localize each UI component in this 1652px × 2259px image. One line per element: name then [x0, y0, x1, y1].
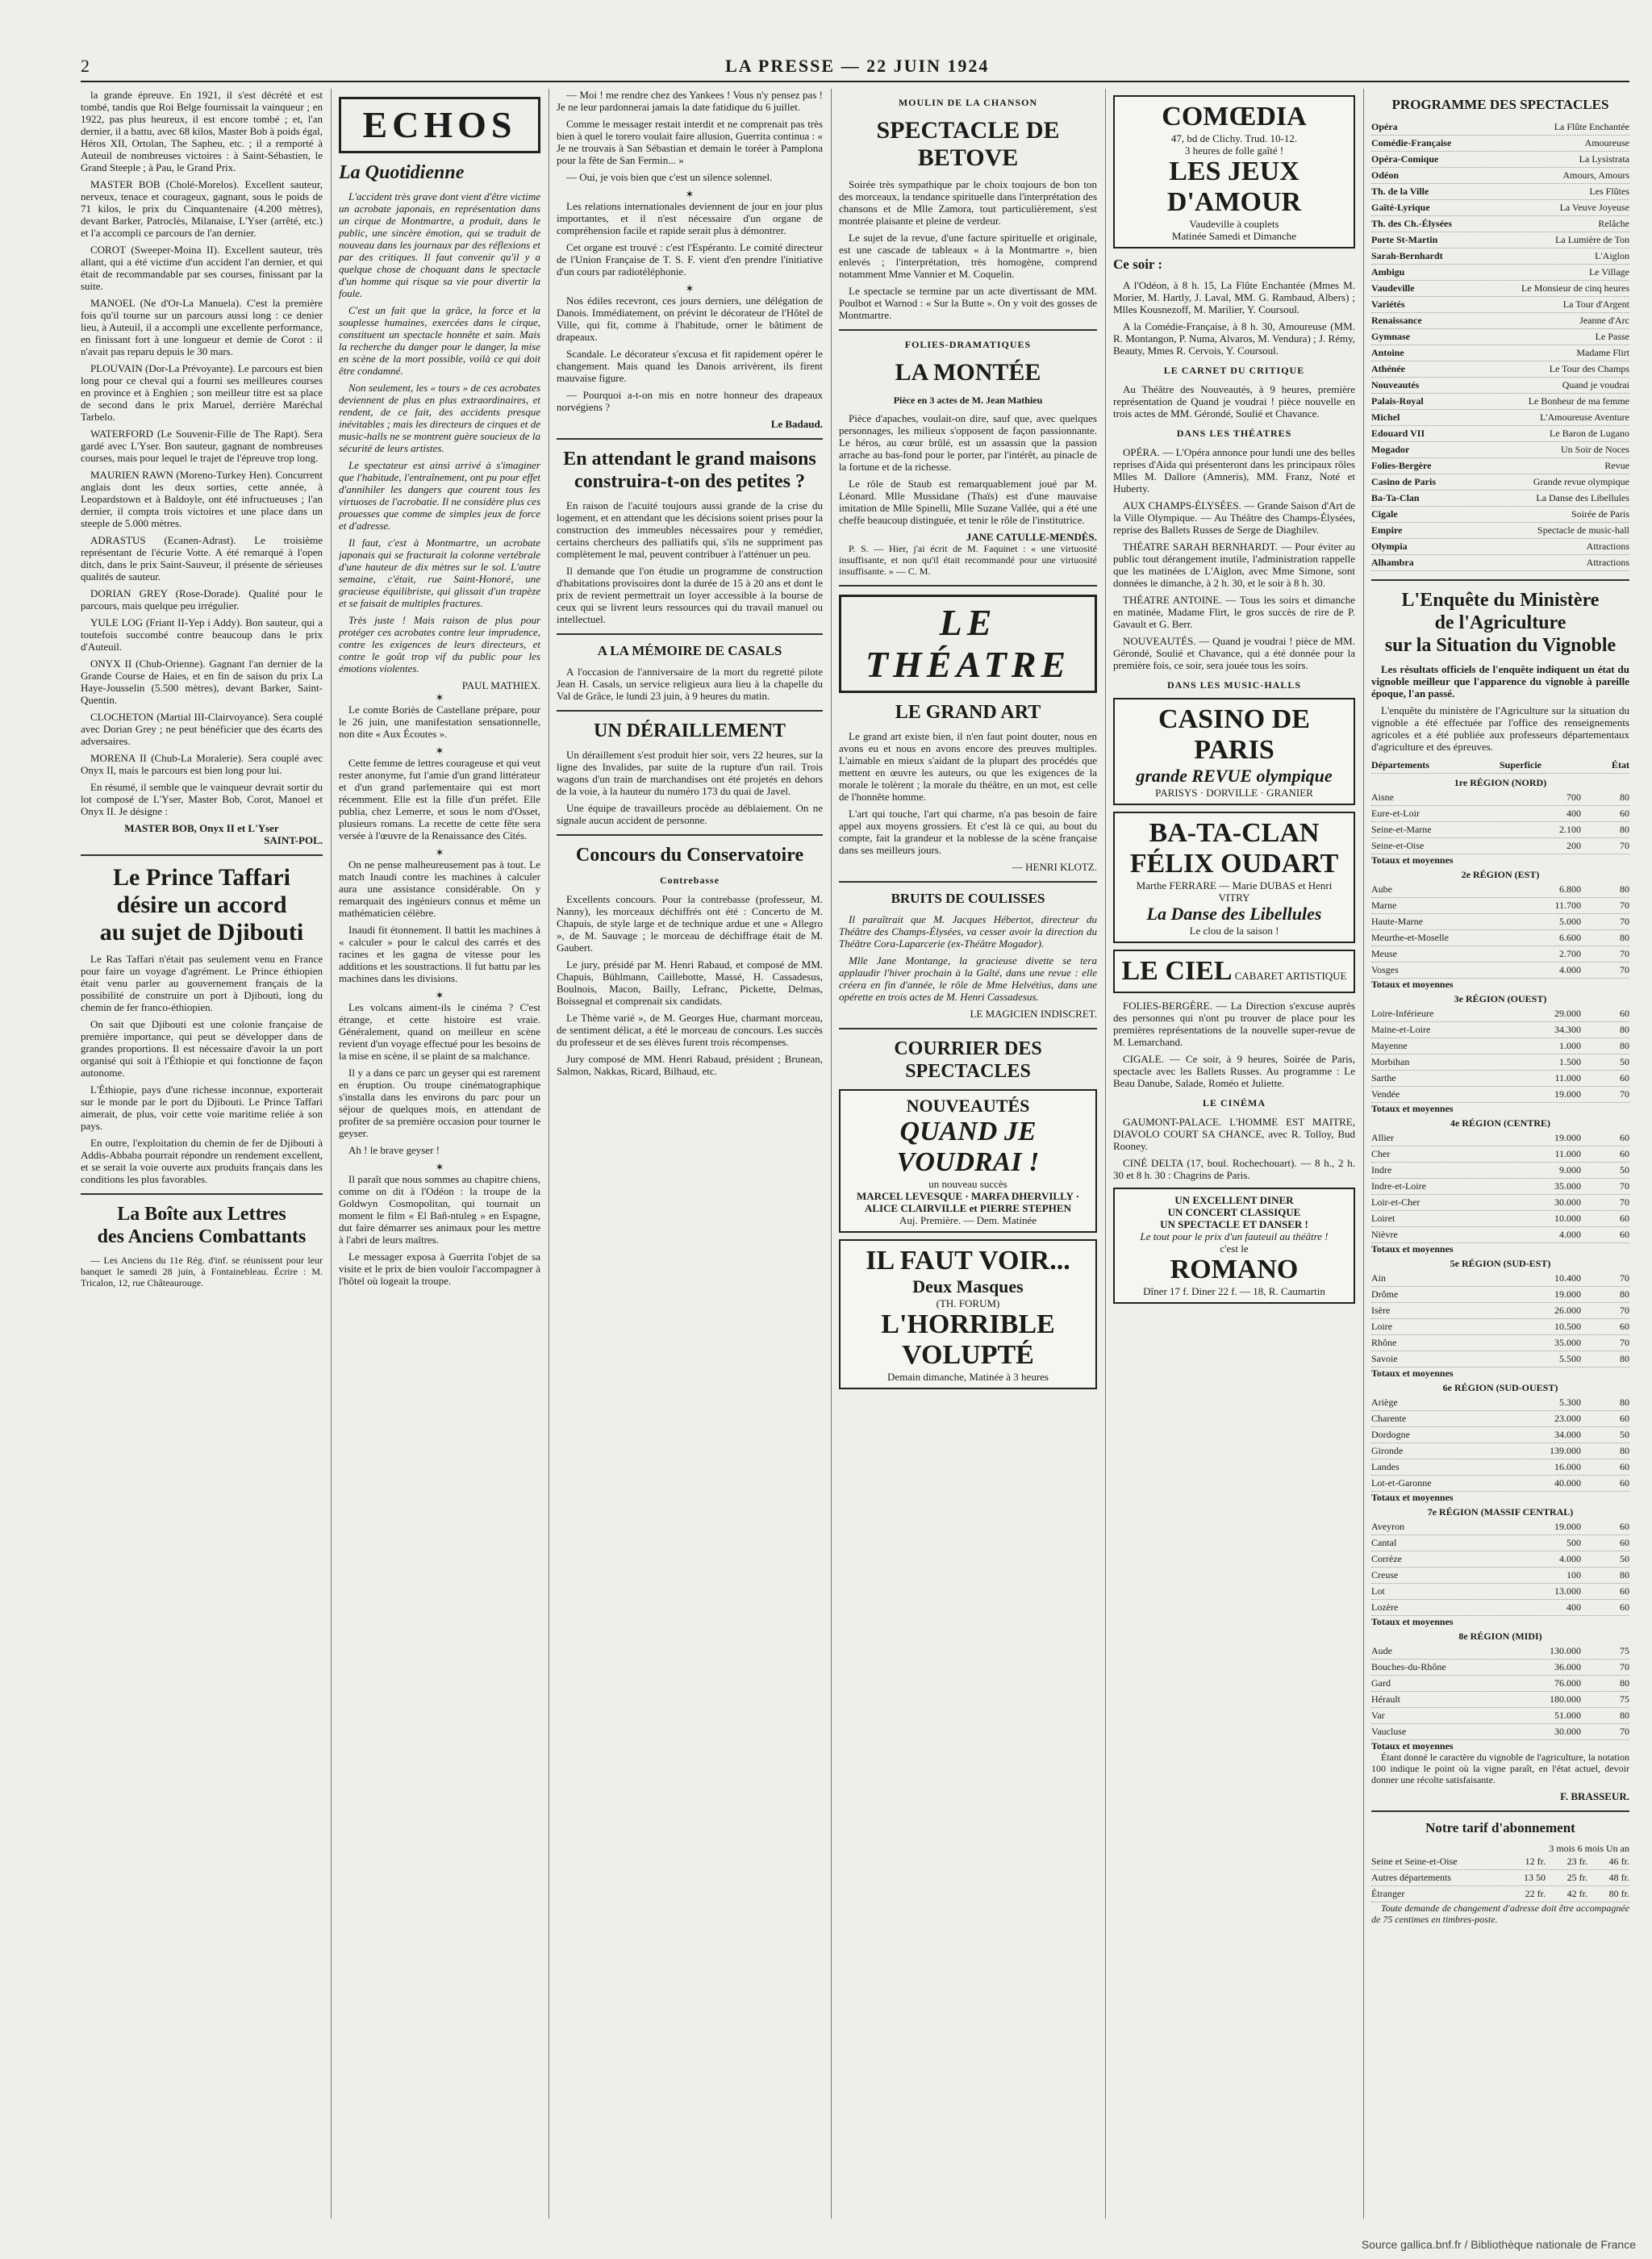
advert-romano: UN EXCELLENT DINER UN CONCERT CLASSIQUE UN SPECTACLE ET DANSER ! Le tout pour le prix d'un fauteuil au théâtre ! c'est le ROMANO Dîner 17 f. Diner 22 f. — 18, R. Caumartin [1113, 1188, 1355, 1304]
article-text: Il faut, c'est à Montmartre, un acrobate japonais qui se fracturait la colonne vertébrale d'une hauteur de dix mètres sur le sol. L'autre semaine, c'était, rue Saint-Honoré, une gracieuse équilibriste, qui glissait d'un trapèze et se faisait de multiples fractures. [339, 537, 540, 609]
divider [557, 834, 823, 836]
table-row: Seine-et-Marne 2.100 80 [1371, 822, 1629, 838]
table-row: Aube 6.800 80 [1371, 882, 1629, 898]
totals-row: Totaux et moyennes [1371, 1616, 1454, 1627]
article-text: ONYX II (Chub-Orienne). Gagnant l'an dernier de la Grande Course de Haies, et en fin de saison du prix La Haye-Jousselin (5.500 mètres), devant Barker, Saint-Quentin. [81, 658, 323, 706]
article-text: C'est un fait que la grâce, la force et la souplesse humaines, exercées dans le cirque, constituent un spectacle honnête et sain. Mais la recherche du danger pour le danger, la mise en scène de la mort possible, voilà ce qui doit être condamné. [339, 304, 540, 377]
article-text: GAUMONT-PALACE. L'HOMME EST MAITRE, DIAVOLO COURT SA CHANCE, avec R. Tolloy, Bud Rooney. [1113, 1116, 1355, 1152]
article-text: Il demande que l'on étudie un programme de construction d'habitations provisoires dont la durée de 15 à 20 ans et dont le prix de revient permettrait un loyer accessible à la bourse de ceux qui se livrent leurs ressources qui du travail manuel ou intellectuel. [557, 565, 823, 625]
article-text: YULE LOG (Friant II-Yep i Addy). Bon sauteur, qui a toutefois succombé contre beaucoup dans le prix d'Auteuil. [81, 616, 323, 653]
table-row: Rhône 35.000 70 [1371, 1335, 1629, 1351]
article-text: A l'Odéon, à 8 h. 15, La Flûte Enchantée (Mmes M. Morier, M. Hartly, J. Laval, MM. G. Rambaud, Albers) ; Mlles Kousnezoff, M. Marilier, Y. Coursoul. [1113, 279, 1355, 315]
advert-deux-masques: IL FAUT VOIR... Deux Masques (TH. FORUM) L'HORRIBLE VOLUPTÉ Demain dimanche, Matinée à 3 heures [839, 1239, 1097, 1389]
article-text: Très juste ! Mais raison de plus pour protéger ces acrobates contre leur imprudence, contre les exigences de leurs directeurs, et contre le goût trop vif du public pour les émotions violentes. [339, 614, 540, 674]
table-row: Meuse 2.700 70 [1371, 946, 1629, 962]
table-row: Cantal 500 60 [1371, 1535, 1629, 1551]
totals-row: Totaux et moyennes [1371, 1740, 1454, 1752]
divider [1371, 1810, 1629, 1812]
table-row: Haute-Marne 5.000 70 [1371, 914, 1629, 930]
programme-entry: Gymnase Le Passe [1371, 329, 1629, 345]
headline: Le Prince Taffari désire un accord au sujet de Djibouti [99, 864, 304, 946]
table-row: Mayenne 1.000 80 [1371, 1038, 1629, 1054]
programme-entry: Casino de Paris Grande revue olympique [1371, 474, 1629, 491]
article-text: Les volcans aiment-ils le cinéma ? C'est étrange, et cette histoire est vraie. Généralement, quand on meilleur en scène revient d'un voyage effectué pour les besoins de la mise en scène, il se plaint de sa malchance. [339, 1001, 540, 1062]
table-row: Lot-et-Garonne 40.000 60 [1371, 1476, 1629, 1492]
article-text: Il paraîtrait que M. Jacques Hébertot, directeur du Théâtre des Champs-Élysées, va cesser avoir la direction du Théâtre Cora-Laparcerie (ex-Théâtre Mogador). [839, 913, 1097, 950]
divider [557, 438, 823, 440]
divider [839, 329, 1097, 331]
programme-entry: Variétés La Tour d'Argent [1371, 297, 1629, 313]
article-text: CIGALE. — Ce soir, à 9 heures, Soirée de Paris, spectacle avec les Ballets Russes. Au programme : Le Beau Danube, Salade, Roméo et Juliette. [1113, 1053, 1355, 1089]
programme-entry: Palais-Royal Le Bonheur de ma femme [1371, 394, 1629, 410]
totals-row: Totaux et moyennes [1371, 854, 1454, 866]
table-row: Aveyron 19.000 60 [1371, 1519, 1629, 1535]
pick: MASTER BOB, Onyx II et L'Yser [124, 822, 279, 834]
table-row: Vendée 19.000 70 [1371, 1087, 1629, 1103]
table-row: Drôme 19.000 80 [1371, 1287, 1629, 1303]
article-text: P. S. — Hier, j'ai écrit de M. Faquinet : « une virtuosité insuffisante, et non qu'il était recommandé pour une virtuosité insuffisante. » — C. M. [839, 543, 1097, 577]
signature: F. BRASSEUR. [1560, 1790, 1629, 1802]
article-text: Il paraît que nous sommes au chapitre chiens, comme on dit à l'Odéon : la troupe de la Goldwyn Cosmopolitan, qui tournait un moment le film « El Bañ-ntuleg » en Espagne, dut faire démarrer ses animaux pour les mettre à l'abri de leurs maîtres. [339, 1173, 540, 1246]
table-row: Savoie 5.500 80 [1371, 1351, 1629, 1368]
advert-casino: CASINO DE PARIS grande REVUE olympique PARISYS · DORVILLE · GRANIER [1113, 698, 1355, 805]
article-text: NOUVEAUTÉS. — Quand je voudrai ! pièce de MM. Gérondé, Soulié et Chavance, qui a été donnée pour la première fois, ce soir, sera jouée tous les soirs. [1113, 635, 1355, 671]
article-text: Inaudi fit étonnement. Il battit les machines à « calculer » pour le calcul des carrés et des racines et les gagna de vitesse pour les additions et les soustractions. Il fut battu par les machines dans les divisions. [339, 924, 540, 984]
article-text: Il y a dans ce parc un geyser qui est rarement en éruption. Ou troupe cinématographique s'installa dans les environs du parc pour un séjour de quelques mois, en attendant de profiter de sa première occasion pour tourner le geyser. [339, 1067, 540, 1139]
table-header: Départements Superficie État [1371, 758, 1629, 774]
tarif-row: Seine et Seine-et-Oise 12 fr. 23 fr. 46 fr. [1371, 1854, 1629, 1870]
article-text: Le grand art existe bien, il n'en faut point douter, nous en avons eu et nous en avons encore des preuves multiples. L'aimable en mieux s'aidant de la plupart des procédés que mettent en œuvre les auteurs, ou que les exigences de la morale le tolèrent ; la morale du théâtre, en un mot, est celle de l'honnête homme. [839, 730, 1097, 803]
article-text: A l'occasion de l'anniversaire de la mort du regretté pilote Jean H. Casals, un service religieux aura lieu à la chapelle du Val de Grâce, le lundi 23 juin, à 9 heures du matin. [557, 666, 823, 702]
article-text: On ne pense malheureusement pas à tout. Le match Inaudi contre les machines à calculer aura une assistance considérable. On y remarquait des ingénieurs connus et même un mathématicien célèbre. [339, 858, 540, 919]
subhead: Pièce en 3 actes de M. Jean Mathieu [893, 395, 1043, 406]
article-text: Toute demande de changement d'adresse doit être accompagnée de 75 centimes en timbres-poste. [1371, 1902, 1629, 1925]
tarif-table [1371, 1854, 1629, 1902]
table-row: Charente 23.000 60 [1371, 1411, 1629, 1427]
article-text: Le spectacle se termine par un acte divertissant de MM. Poulbot et Warnod : « Sur la Butte ». On y voit des gosses de Montmartre. [839, 285, 1097, 321]
article-text: MORENA II (Chub-La Moralerie). Sera couplé avec Onyx II, mais le parcours est bien long pour lui. [81, 752, 323, 776]
table-row: Creuse 100 80 [1371, 1568, 1629, 1584]
article-text: Soirée très sympathique par le choix toujours de bon ton des morceaux, la tendance spirituelle dans l'interprétation des chansons et de Mlle Zamora, tout particulièrement, s'est montrée plaisante et pleine de verdeur. [839, 178, 1097, 227]
signature: Le Badaud. [770, 418, 823, 430]
table-row: Seine-et-Oise 200 70 [1371, 838, 1629, 854]
article-text: Les relations internationales deviennent de jour en jour plus importantes, et il n'est nécessaire d'un organe de compréhension facile et rapide serait plus à démontrer. [557, 200, 823, 236]
table-row: Ain 10.400 70 [1371, 1271, 1629, 1287]
headline: LA MONTÉE [895, 359, 1041, 386]
tarif-head: 3 mois 6 mois Un an [1549, 1843, 1629, 1854]
region-heading: 2e RÉGION (EST) [1461, 869, 1540, 880]
headline: Concours du Conservatoire [575, 845, 804, 866]
programme-entry: Sarah-Bernhardt L'Aiglon [1371, 248, 1629, 265]
article-text: OPÉRA. — L'Opéra annonce pour lundi une des belles reprises d'Aida qui présenteront dans les principaux rôles Mlles M. Dallore (Amneris), MM. Franz, Noté et Huberty. [1113, 446, 1355, 495]
table-row: Maine-et-Loire 34.300 80 [1371, 1022, 1629, 1038]
programme-entry: Vaudeville Le Monsieur de cinq heures [1371, 281, 1629, 297]
article-text: L'accident très grave dont vient d'être victime un acrobate japonais, en représentation dans un cirque de Montmartre, a produit, dans le public, une sincère émotion, qui se traduit de nouveau dans les journaux par des réflexions et par des critiques. Il faut convenir qu'il y a quelque chose de choquant dans le spectacle d'un homme qui risque sa vie pour divertir la foule. [339, 190, 540, 299]
programme-entry: Antoine Madame Flirt [1371, 345, 1629, 361]
table-row: Loiret 10.000 60 [1371, 1211, 1629, 1227]
table-row: Var 51.000 80 [1371, 1708, 1629, 1724]
region-heading: 1re RÉGION (NORD) [1454, 777, 1547, 788]
signature: LE MAGICIEN INDISCRET. [970, 1008, 1097, 1020]
article-text: Étant donné le caractère du vignoble de l'agriculture, la notation 100 indique le point où la vigne paraît, en l'état actuel, devoir donner une récolte satisfaisante. [1371, 1752, 1629, 1785]
region-heading: 6e RÉGION (SUD-OUEST) [1442, 1382, 1558, 1393]
table-row: Meurthe-et-Moselle 6.600 80 [1371, 930, 1629, 946]
advert-nouveautes: NOUVEAUTÉS QUAND JE VOUDRAI ! un nouveau succès MARCEL LEVESQUE · MARFA DHERVILLY · ALICE CLAIRVILLE et PIERRE STEPHEN Auj. Première. — Dem. Matinée [839, 1089, 1097, 1233]
column-4 [839, 89, 1097, 2219]
article-text: Le rôle de Staub est remarquablement joué par M. Léonard. Mlle Mussidane (Thaïs) est d'une mauvaise imitation de Mlle Spinelli, Mlle Suzane Vallée, qui a été une cheffe beaucoup distinguée, et tenir le rôle de l'institutrice. [839, 478, 1097, 526]
programme-entry: Porte St-Martin La Lumière de Ton [1371, 232, 1629, 248]
article-text: Non seulement, les « tours » de ces acrobates deviennent de plus en plus extraordinaires, et rendent, de ce fait, des accidents presque inévitables ; mais les directeurs de cirques et de music-halls ne se montrent guère soucieux de la sécurité de leurs artistes. [339, 382, 540, 454]
column-rule [331, 89, 332, 2219]
section-title-echos: ECHOS [339, 97, 540, 153]
section-title: LE CINÉMA [1202, 1097, 1266, 1109]
article-text: PLOUVAIN (Dor-La Prévoyante). Le parcours est bien long pour ce cheval qui a fourni ses meilleures courses en province et à Enghien ; son meilleur titre est sa place de second dans le prix Maruel, derrière Maréchal Tarbelo. [81, 362, 323, 423]
table-row: Landes 16.000 60 [1371, 1459, 1629, 1476]
article-text: Jury composé de MM. Henri Rabaud, président ; Brunean, Salmon, Nakkas, Ricard, Bilhaud, etc. [557, 1053, 823, 1077]
article-text: WATERFORD (Le Souvenir-Fille de The Rapt). Sera gardé avec L'Yser. Bon sauteur, gagnant de nombreuses courses, mais pour lequel le trajet de l'épreuve trop long. [81, 428, 323, 464]
programme-entry: Opéra La Flûte Enchantée [1371, 119, 1629, 136]
article-text: A la Comédie-Française, à 8 h. 30, Amoureuse (MM. R. Montangon, P. Numa, Alvaros, M. Vendura) ; J. Rémy, Beauty, Mmes R. Cervois, Y. Coursoul. [1113, 320, 1355, 357]
article-text: Le Thème varié », de M. Georges Hue, charmant morceau, de sentiment délicat, a été le morceau de concours. Les succès du professeur et de ses élèves furent trois récompenses. [557, 1012, 823, 1048]
signature: — HENRI KLOTZ. [1012, 861, 1097, 873]
article-text: Le jury, présidé par M. Henri Rabaud, et composé de MM. Chapuis, Bühlmann, Caillebotte, Massé, H. Cassadesus, Boulnois, Macon, Bailly, Lefranc, Pickette, Delmas, Boissegnal et comprenait six candidats. [557, 958, 823, 1007]
kicker: MOULIN DE LA CHANSON [898, 97, 1038, 108]
table-row: Lozère 400 60 [1371, 1600, 1629, 1616]
headline: UN DÉRAILLEMENT [593, 720, 786, 741]
article-text: Excellents concours. Pour la contrebasse (professeur, M. Nanny), les morceaux déchiffrés ont été : Concerto de M. Chapuis, de style large et de technique ardue et une « Allegro », de M. Sauvage ; le morceau de déchiffrage était de M. Gaubert. [557, 893, 823, 954]
article-text: Le spectateur est ainsi arrivé à s'imaginer que l'habitude, l'entraînement, ont pu pour effet d'annihiler les dangers que courent tous les virtuoses de l'acrobatie. Il ne considère plus ces prouesses que comme de simples jeux de force et d'adresse. [339, 459, 540, 532]
divider [81, 1193, 323, 1195]
divider [839, 585, 1097, 587]
column-2: ECHOS La Quotidienne L'accident très grave dont vient d'être victime un acrobate japonais, en représentation dans un cirque de Montmartre, a produit, dans le public, une sincère émotion, qui se traduit de nouveau dans les journaux par des réflexions et par des critiques. Il faut convenir qu'il y a quelque chose de choquant dans le spectacle d'un homme qui risque sa vie pour divertir la foule. C'est un fait que la grâce, la force et la souplesse humaines, exercées dans le cirque, constituent un spectacle honnête et sain. Mais la recherche du danger pour le danger, la mise en scène de la mort possible, voilà ce qui doit être condamné. Non seulement, les « tours » de ces acrobates deviennent de plus en plus extraordinaires, et rendent, de ce fait, des accidents presque inévitables ; mais les directeurs de cirques et de music-halls ne se montrent guère soucieux de la sécurité de leurs artistes. Le spectateur est ainsi arrivé à s'imaginer que l'habitude, l'entraînement, ont pu pour effet d'annihiler les dangers que courent tous les virtuoses de l'acrobatie. Il ne considère plus ces prouesses que comme de simples jeux de force et d'adresse. Il faut, c'est à Montmartre, un acrobate japonais qui se fracturait la colonne vertébrale d'une hauteur de dix mètres sur le sol. L'autre semaine, c'était, rue Saint-Honoré, une gracieuse équilibriste, qui glissait d'un trapèze et se faisait de multiples fractures. Très juste ! Mais raison de plus pour protéger ces acrobates contre leur imprudence, contre les exigences de leurs directeurs, et contre le goût trop vif du public pour les émotions violentes. PAUL MATHIEX. ✶ Le comte Boriès de Castellane prépare, pour le 26 juin, une manifestation sensationnelle, non dite « Aux Écoutes ». ✶ Cette femme de lettres courageuse et qui veut rester anonyme, fut l'amie d'un grand littérateur et d'un grand parlementaire qui est mort récemment. Elle est la fille d'un préfet. Elle publia, chez Lemerre, et sous le nom d'Osset, plusieurs romans. La recette de cette fête sera versée à l'œuvre de la Renaissance des Cités. ✶ On ne pense malheureusement pas à tout. Le match Inaudi contre les machines à calculer aura une assistance considérable. On y remarquait des ingénieurs connus et même un mathématicien célèbre. Inaudi fit étonnement. Il battit les machines à « calculer » pour le calcul des carrés et des racines et les gagna de vitesse pour les additions et les soustractions. Il fut battu par les machines dans les divisions. ✶ Les volcans aiment-ils le cinéma ? C'est étrange, et cette histoire est vraie. Généralement, quand on meilleur en scène revient d'un voyage effectué pour les besoins de la mise en scène, il se plaint de sa malchance. Il y a dans ce parc un geyser qui est rarement en éruption. Ou troupe cinématographique s'installa dans les environs du parc pour un séjour de quelques mois, en attendant de profiter de sa première occasion pour tourner le geyser. Ah ! le brave geyser ! ✶ Il paraît que nous sommes au chapitre chiens, comme on dit à l'Odéon : la troupe de la Goldwyn Cosmopolitan, qui tournait un moment le film « El Bañ-ntuleg » en Espagne, dut faire démarrer ses animaux pour les mettre à l'abri de leurs maîtres. Le messager exposa à Guerrita l'objet de sa visite et le prix de bien vouloir l'accompagner à l'hôtel où logeait la troupe. [339, 89, 540, 2219]
table-row: Corrèze 4.000 50 [1371, 1551, 1629, 1568]
region-heading: 3e RÉGION (OUEST) [1454, 993, 1547, 1004]
programme-entry: Folies-Bergère Revue [1371, 458, 1629, 474]
article-text: — Les Anciens du 11e Rég. d'inf. se réunissent pour leur banquet le samedi 28 juin, à Fontainebleau. Écrire : M. Tricalon, 12, rue Châteaurouge. [81, 1255, 323, 1288]
signature: JANE CATULLE-MENDÈS. [966, 531, 1097, 543]
divider [557, 710, 823, 712]
table-row: Sarthe 11.000 60 [1371, 1071, 1629, 1087]
table-row: Morbihan 1.500 50 [1371, 1054, 1629, 1071]
programme-entry: Cigale Soirée de Paris [1371, 507, 1629, 523]
article-text: Cette femme de lettres courageuse et qui veut rester anonyme, fut l'amie d'un grand littérateur et d'un grand parlementaire qui est mort récemment. Elle est la fille d'un préfet. Elle publia, chez Lemerre, et sous le nom d'Osset, plusieurs romans. La recette de cette fête sera versée à l'œuvre de la Renaissance des Cités. [339, 757, 540, 841]
headline: La Boîte aux Lettres des Anciens Combattants [97, 1204, 307, 1247]
programme-entry: Edouard VII Le Baron de Lugano [1371, 426, 1629, 442]
article-text: FOLIES-BERGÈRE. — La Direction s'excuse auprès des personnes qui n'ont pu trouver de place pour les premières représentations de la nouvelle super-revue de M. Lemarchand. [1113, 1000, 1355, 1048]
programme-entry: Ambigu Le Village [1371, 265, 1629, 281]
divider [81, 854, 323, 856]
article-text: En outre, l'exploitation du chemin de fer de Djibouti à Addis-Abbaba pourrait répondre un rendement excellent, et se serait la voie ouverte aux produits français dans les conditions les plus favorables. [81, 1137, 323, 1185]
totals-row: Totaux et moyennes [1371, 979, 1454, 990]
section-title-theatre: LE THÉATRE [839, 595, 1097, 693]
article-text: Cet organe est trouvé : c'est l'Espéranto. Le comité directeur de l'Union Française de T. S. F. vient d'en prendre l'initiative d'un cours par radiotéléphonie. [557, 241, 823, 278]
table-row: Aude 130.000 75 [1371, 1643, 1629, 1660]
article-text: THÉATRE ANTOINE. — Tous les soirs et dimanche en matinée, Madame Flirt, le gros succès de rire de P. Gavault et G. Berr. [1113, 594, 1355, 630]
article-text: MAURIEN RAWN (Moreno-Turkey Hen). Concurrent anglais dont les deux sorties, cette année, à Leopardstown et à Baldoyle, ont été infructueuses ; l'an dernier, il compta trois victoires et une place dans un steeple de 5.000 mètres. [81, 469, 323, 529]
newspaper-title: LA PRESSE — 22 JUIN 1924 [725, 56, 990, 76]
article-text: CLOCHETON (Martial III-Clairvoyance). Sera couplé avec Dorian Grey ; ne peut bénéficier que des écarts des adversaires. [81, 711, 323, 747]
advert-le-ciel: LE CIEL CABARET ARTISTIQUE [1113, 950, 1355, 993]
column-title: La Quotidienne [339, 162, 465, 183]
article-text: Comme le messager restait interdit et ne comprenait pas très bien à quel le torero voulait faire allusion, Guerrita continua : « Je ne trouvais à San Sébastian et demain le toréer à Pamplona pour la fête de San Fermin... » [557, 118, 823, 166]
subhead: Ce soir : [1113, 257, 1163, 272]
article-text: L'Éthiopie, pays d'une richesse inconnue, exporterait sur le monde par le port du Djibouti. Le Prince Taffari aimerait, de plus, voir cette voie maritime reliée à son pays. [81, 1084, 323, 1132]
table-row: Lot 13.000 60 [1371, 1584, 1629, 1600]
article-text: THÉATRE SARAH BERNHARDT. — Pour éviter au public tout dérangement inutile, l'administration rappelle que les matinées de L'Aiglon, avec Mme Simone, sont données le dimanche, à 2 h. 30, et le soir à 8 h. 30. [1113, 541, 1355, 589]
table-row: Ariège 5.300 80 [1371, 1395, 1629, 1411]
table-row: Eure-et-Loir 400 60 [1371, 806, 1629, 822]
table-row: Vaucluse 30.000 70 [1371, 1724, 1629, 1740]
column-rule [1363, 89, 1364, 2219]
totals-row: Totaux et moyennes [1371, 1368, 1454, 1379]
tarif-row: Autres départements 13 50 25 fr. 48 fr. [1371, 1870, 1629, 1886]
article-text: Scandale. Le décorateur s'excusa et fit rapidement opérer le changement. Mais quand les Danois arrivèrent, ils firent mauvaise figure. [557, 348, 823, 384]
column-5 [1113, 89, 1355, 2219]
article-text: — Pourquoi a-t-on mis en notre honneur des drapeaux norvégiens ? [557, 389, 823, 413]
programme-entry: Empire Spectacle de music-hall [1371, 523, 1629, 539]
region-heading: 7e RÉGION (MASSIF CENTRAL) [1427, 1506, 1574, 1518]
headline: L'Enquête du Ministère de l'Agriculture sur la Situation du Vignoble [1384, 590, 1617, 656]
table-row: Vosges 4.000 70 [1371, 962, 1629, 979]
table-row: Isère 26.000 70 [1371, 1303, 1629, 1319]
article-text: En résumé, il semble que le vainqueur devrait sortir du lot composé de L'Yser, Master Bob, Corot, Manoel et Onyx II. Je désigne : [81, 781, 323, 817]
region-heading: 4e RÉGION (CENTRE) [1450, 1117, 1550, 1129]
headline: A LA MÉMOIRE DE CASALS [597, 643, 782, 658]
article-text: Le messager exposa à Guerrita l'objet de sa visite et le prix de bien vouloir l'accompagner à l'hôtel où logeait la troupe. [339, 1251, 540, 1287]
signature: PAUL MATHIEX. [461, 679, 540, 691]
region-heading: 8e RÉGION (MIDI) [1458, 1631, 1542, 1642]
programme-entry: Comédie-Française Amoureuse [1371, 136, 1629, 152]
article-text: L'art qui touche, l'art qui charme, n'a pas besoin de faire appel aux moyens grossiers. Et c'est là ce qui, au bout du compte, fait la grandeur et la noblesse de la scène française dans ses meilleurs jours. [839, 808, 1097, 856]
totals-row: Totaux et moyennes [1371, 1492, 1454, 1503]
headline: COURRIER DES SPECTACLES [894, 1038, 1042, 1082]
kicker: FOLIES-DRAMATIQUES [904, 339, 1032, 350]
table-row: Gard 76.000 80 [1371, 1676, 1629, 1692]
programme-entry: Olympia Attractions [1371, 539, 1629, 555]
programme-entry: Alhambra Attractions [1371, 555, 1629, 571]
section-title: LE CARNET DU CRITIQUE [1163, 365, 1305, 376]
divider [839, 1028, 1097, 1029]
divider [557, 633, 823, 635]
signature: SAINT-POL. [264, 834, 323, 846]
vineyard-table [1371, 777, 1629, 1752]
region-heading: 5e RÉGION (SUD-EST) [1450, 1258, 1551, 1269]
table-row: Hérault 180.000 75 [1371, 1692, 1629, 1708]
article-text: Un déraillement s'est produit hier soir, vers 22 heures, sur la ligne des Invalides, par suite de la rupture d'un rail. Trois wagons d'un train de marchandises ont été projetés en dehors de la voie, à la hauteur du numéro 173 du quai de Javel. [557, 749, 823, 797]
table-row: Bouches-du-Rhône 36.000 70 [1371, 1660, 1629, 1676]
article-text: Nos édiles recevront, ces jours derniers, une délégation de Danois. Immédiatement, on prévint le décorateur de l'Hôtel de Ville, qui fit, comme à l'habitude, orner le bâtiment de drapeaux. [557, 294, 823, 343]
programme-entry: Mogador Un Soir de Noces [1371, 442, 1629, 458]
totals-row: Totaux et moyennes [1371, 1243, 1454, 1255]
advert-comoedia: COMŒDIA 47, bd de Clichy. Trud. 10-12. 3 heures de folle gaîté ! LES JEUX D'AMOUR Vaudeville à couplets Matinée Samedi et Dimanche [1113, 95, 1355, 248]
programme-entry: Athénée Le Tour des Champs [1371, 361, 1629, 378]
article-text: MANOEL (Ne d'Or-La Manuela). C'est la première fois qu'il tourne sur un parcours aussi long : ce denier lieu, à Auteuil, il a accompli une excellente performance, en finissant fort à une longueur et demie de Corot : il n'avait pas reparu depuis le 30 mars. [81, 297, 323, 357]
article-text: L'enquête du ministère de l'Agriculture sur la situation du vignoble a été effectuée par l'office des renseignements agricoles et a été publiée aux professeurs départementaux d'agriculture et des épreuves. [1371, 704, 1629, 753]
column-rule [1105, 89, 1106, 2219]
section-title: PROGRAMME DES SPECTACLES [1391, 97, 1609, 112]
article-text: On sait que Djibouti est une colonie française de première importance, qui peut se développer dans de grandes proportions. Il est nécessaire d'avoir la un port organisé qui soit à l'Éthiopie et qui fonctionne de façon autonome. [81, 1018, 323, 1079]
table-row: Indre-et-Loire 35.000 70 [1371, 1179, 1629, 1195]
article-text: Le sujet de la revue, d'une facture spirituelle et originale, est une cascade de tableaux « à la Montmartre », bien enlevés ; l'interprétation, très homogène, comprend notamment Mme Vannier et M. Coquelin. [839, 232, 1097, 280]
article-text: Le Ras Taffari n'était pas seulement venu en France pour faire un voyage d'agrément. Le Prince éthiopien était venu parler au gouvernement français de la possibilité de construire un port à Djibouti, long du chemin de fer franco-éthiopien. [81, 953, 323, 1013]
programme-entry: Ba-Ta-Clan La Danse des Libellules [1371, 491, 1629, 507]
table-row: Loir-et-Cher 30.000 70 [1371, 1195, 1629, 1211]
article-text: Ah ! le brave geyser ! [348, 1144, 440, 1156]
article-text: — Oui, je vois bien que c'est un silence solennel. [566, 171, 773, 183]
section-title: DANS LES THÉATRES [1176, 428, 1292, 439]
table-row: Marne 11.700 70 [1371, 898, 1629, 914]
article-text: ADRASTUS (Ecanen-Adrast). Le troisième représentant de l'écurie Votte. A été remarqué à l'open ditch, dans le prix Saint-Sauveur, il présente de sérieuses qualités de sauteur. [81, 534, 323, 582]
headline: SPECTACLE DE BETOVE [876, 117, 1060, 171]
masthead [81, 56, 1629, 82]
programme-entry: Odéon Amours, Amours [1371, 168, 1629, 184]
programme-entry: Th. des Ch.-Élysées Relâche [1371, 216, 1629, 232]
table-row: Nièvre 4.000 60 [1371, 1227, 1629, 1243]
article-text: Au Théâtre des Nouveautés, à 9 heures, première représentation de Quand je voudrai ! pièce nouvelle en trois actes de MM. Gérondé, Soulié et Chavance. [1113, 383, 1355, 420]
programme-entry: Michel L'Amoureuse Aventure [1371, 410, 1629, 426]
article-text: Le comte Boriès de Castellane prépare, pour le 26 juin, une manifestation sensationnelle, non dite « Aux Écoutes ». [339, 704, 540, 740]
totals-row: Totaux et moyennes [1371, 1103, 1454, 1114]
headline: En attendant le grand maisons construira-t-on des petites ? [563, 449, 816, 492]
source-credit: Source gallica.bnf.fr / Bibliothèque nationale de France [1361, 2238, 1636, 2251]
programme-entry: Th. de la Ville Les Flûtes [1371, 184, 1629, 200]
table-row: Cher 11.000 60 [1371, 1146, 1629, 1163]
programme-list [1371, 119, 1629, 571]
programme-entry: Renaissance Jeanne d'Arc [1371, 313, 1629, 329]
section-title: DANS LES MUSIC-HALLS [1166, 679, 1302, 691]
article-lead: Les résultats officiels de l'enquête indiquent un état du vignoble meilleur que l'apparence du vignoble à pareille époque, l'an passé. [1371, 663, 1629, 699]
table-row: Indre 9.000 50 [1371, 1163, 1629, 1179]
article-text: — Moi ! me rendre chez des Yankees ! Vous n'y pensez pas ! Je ne leur pardonnerai jamais la date fatidique du 6 juillet. [557, 89, 823, 113]
subhead: Contrebasse [659, 875, 720, 886]
article-text: COROT (Sweeper-Moina II). Excellent sauteur, très allant, qui a été victime d'un accident l'an dernier, et qui était de recommandable par ses courses, finissant par la suite. [81, 244, 323, 292]
article-text: DORIAN GREY (Rose-Dorade). Qualité pour le parcours, mais quelque peu irrégulier. [81, 587, 323, 612]
article-text: Mlle Jane Montange, la gracieuse divette se tera applaudir l'hiver prochain à la Gaîté, dans une revue : elle créera en fin d'année, le rôle de Mme Helvétius, dans une opérette en trois actes de M. Henri Cassadesus. [839, 954, 1097, 1003]
column-rule [831, 89, 832, 2219]
table-row: Gironde 139.000 80 [1371, 1443, 1629, 1459]
article-text: CINÉ DELTA (17, boul. Rochechouart). — 8 h., 2 h. 30 et 8 h. 30 : Chagrins de Paris. [1113, 1157, 1355, 1181]
page-number: 2 [81, 56, 90, 76]
divider [1371, 579, 1629, 581]
article-text: AUX CHAMPS-ÉLYSÉES. — Grande Saison d'Art de la Ville Olympique. — Au Théâtre des Champs-Élysées, reprise des Ballets Russes de Serge de Diaghilev. [1113, 499, 1355, 536]
tarif-row: Étranger 22 fr. 42 fr. 80 fr. [1371, 1886, 1629, 1902]
column-6 [1371, 89, 1629, 2219]
table-row: Allier 19.000 60 [1371, 1130, 1629, 1146]
article-text: Une équipe de travailleurs procède au déblaiement. On ne signale aucun accident de personne. [557, 802, 823, 826]
headline: LE GRAND ART [895, 702, 1041, 723]
table-row: Loire 10.500 60 [1371, 1319, 1629, 1335]
table-row: Dordogne 34.000 50 [1371, 1427, 1629, 1443]
table-row: Loire-Inférieure 29.000 60 [1371, 1006, 1629, 1022]
article-text: Pièce d'apaches, voulait-on dire, sauf que, avec quelques personnages, les milieux s'opposent de façon passionnante. Le héros, au cœur brûlé, est un assassin que la passion arrache au bas-fond pour le porter, par l'intérêt, au pinacle de la fortune et de la richesse. [839, 412, 1097, 473]
headline: BRUITS DE COULISSES [891, 891, 1045, 906]
programme-entry: Nouveautés Quand je voudrai [1371, 378, 1629, 394]
article-text: En raison de l'acuité toujours aussi grande de la crise du logement, et en attendant que les décisions soient prises pour la construction des immeubles nécessaires pour y remédier, certains chercheurs des palliatifs qui, s'ils ne suppriment pas complètement le mal, peuvent contribuer à l'atténuer un peu. [557, 499, 823, 560]
divider [839, 881, 1097, 883]
column-1 [81, 89, 323, 2219]
table-row: Aisne 700 80 [1371, 790, 1629, 806]
article-text: MASTER BOB (Cholé-Morelos). Excellent sauteur, nerveux, tenace et courageux, gagnant, sous le poids de 71 kilos, le prix du Cinquantenaire (4.200 mètres), devant Barker, Patroclès, Milanaise, L'Yser (arrêté, etc.) et l'a accompli ce parcours de l'an dernier. [81, 178, 323, 239]
column-3: — Moi ! me rendre chez des Yankees ! Vous n'y pensez pas ! Je ne leur pardonnerai jamais la date fatidique du 6 juillet. Comme le messager restait interdit et ne comprenait pas très bien à quel le torero voulait faire allusion, Guerrita continua : « Je ne trouvais à San Sébastian et demain le toréer à Pamplona pour la fête de San Fermin... » — Oui, je vois bien que c'est un silence solennel. ✶ Les relations internationales deviennent de jour en jour plus importantes, et il n'est nécessaire d'un organe de compréhension facile et rapide serait plus à démontrer. Cet organe est trouvé : c'est l'Espéranto. Le comité directeur de l'Union Française de T. S. F. vient d'en prendre l'initiative d'un cours par radiotéléphonie. ✶ Nos édiles recevront, ces jours derniers, une délégation de Danois. Immédiatement, on prévint le décorateur de l'Hôtel de Ville, qui fit, comme à l'habitude, orner le bâtiment de drapeaux. Scandale. Le décorateur s'excusa et fit rapidement opérer le changement. Mais quand les Danois arrivèrent, ils firent mauvaise figure. — Pourquoi a-t-on mis en notre honneur des drapeaux norvégiens ? Le Badaud. En attendant le grand maisons construira-t-on des petites ? En raison de l'acuité toujours aussi grande de la crise du logement, et en attendant que les décisions soient prises pour la construction des immeubles nécessaires pour y remédier, certains chercheurs des palliatifs qui, s'ils ne suppriment pas complètement le mal, peuvent contribuer à l'atténuer un peu. Il demande que l'on étudie un programme de construction d'habitations provisoires dont la durée de 15 à 20 ans et dont le prix de revient permettrait un loyer accessible à la bourse de ceux qui se livrent leurs ressources qui du travail manuel ou intellectuel. A LA MÉMOIRE DE CASALS A l'occasion de l'anniversaire de la mort du regretté pilote Jean H. Casals, un service religieux aura lieu à la chapelle du Val de Grâce, le lundi 23 juin, à 9 heures du matin. UN DÉRAILLEMENT Un déraillement s'est produit hier soir, vers 22 heures, sur la ligne des Invalides, par suite de la rupture d'un rail. Trois wagons d'un train de marchandises ont été projetés en dehors de la voie, à la hauteur du numéro 173 du quai de Javel. Une équipe de travailleurs procède au déblaiement. On ne signale aucun accident de personne. Concours du Conservatoire Contrebasse Excellents concours. Pour la contrebasse (professeur, M. Nanny), les morceaux déchiffrés ont été : Concerto de M. Chapuis, de style large et de technique ardue et une « Allegro », de M. Sauvage ; le morceau de déchiffrage était de M. Gaubert. Le jury, présidé par M. Henri Rabaud, et composé de MM. Chapuis, Bühlmann, Caillebotte, Massé, H. Cassadesus, Boulnois, Macon, Bailly, Lefranc, Pickette, Delmas, Boissegnal et comprenait six candidats. Le Thème varié », de M. Georges Hue, charmant morceau, de sentiment délicat, a été le morceau de concours. Les succès du professeur et de ses élèves furent trois récompenses. Jury composé de MM. Henri Rabaud, président ; Brunean, Salmon, Nakkas, Ricard, Bilhaud, etc. [557, 89, 823, 1077]
headline: Notre tarif d'abonnement [1425, 1820, 1575, 1835]
programme-entry: Gaîté-Lyrique La Veuve Joyeuse [1371, 200, 1629, 216]
programme-entry: Opéra-Comique La Lysistrata [1371, 152, 1629, 168]
article-text: la grande épreuve. En 1921, il s'est décrété et est tombé, tandis que Roi Belge fournissait la vainqueur ; en 1922, pas plus heureux, il est encore tombé ; et, l'an dernier, il a battu, avec 68 kilos, Master Bob à poids égal, Héros XII, Ortolan, The Sapheu, etc. ; il a remporté à Auteuil de nombreuses victoires : à Saint-Sébastien, le Grand Steeple ; à Pau, le Grand Prix. [81, 89, 323, 173]
advert-bataclan: BA-TA-CLAN FÉLIX OUDART Marthe FERRARE — Marie DUBAS et Henri VITRY La Danse des Libellules Le clou de la saison ! [1113, 812, 1355, 943]
